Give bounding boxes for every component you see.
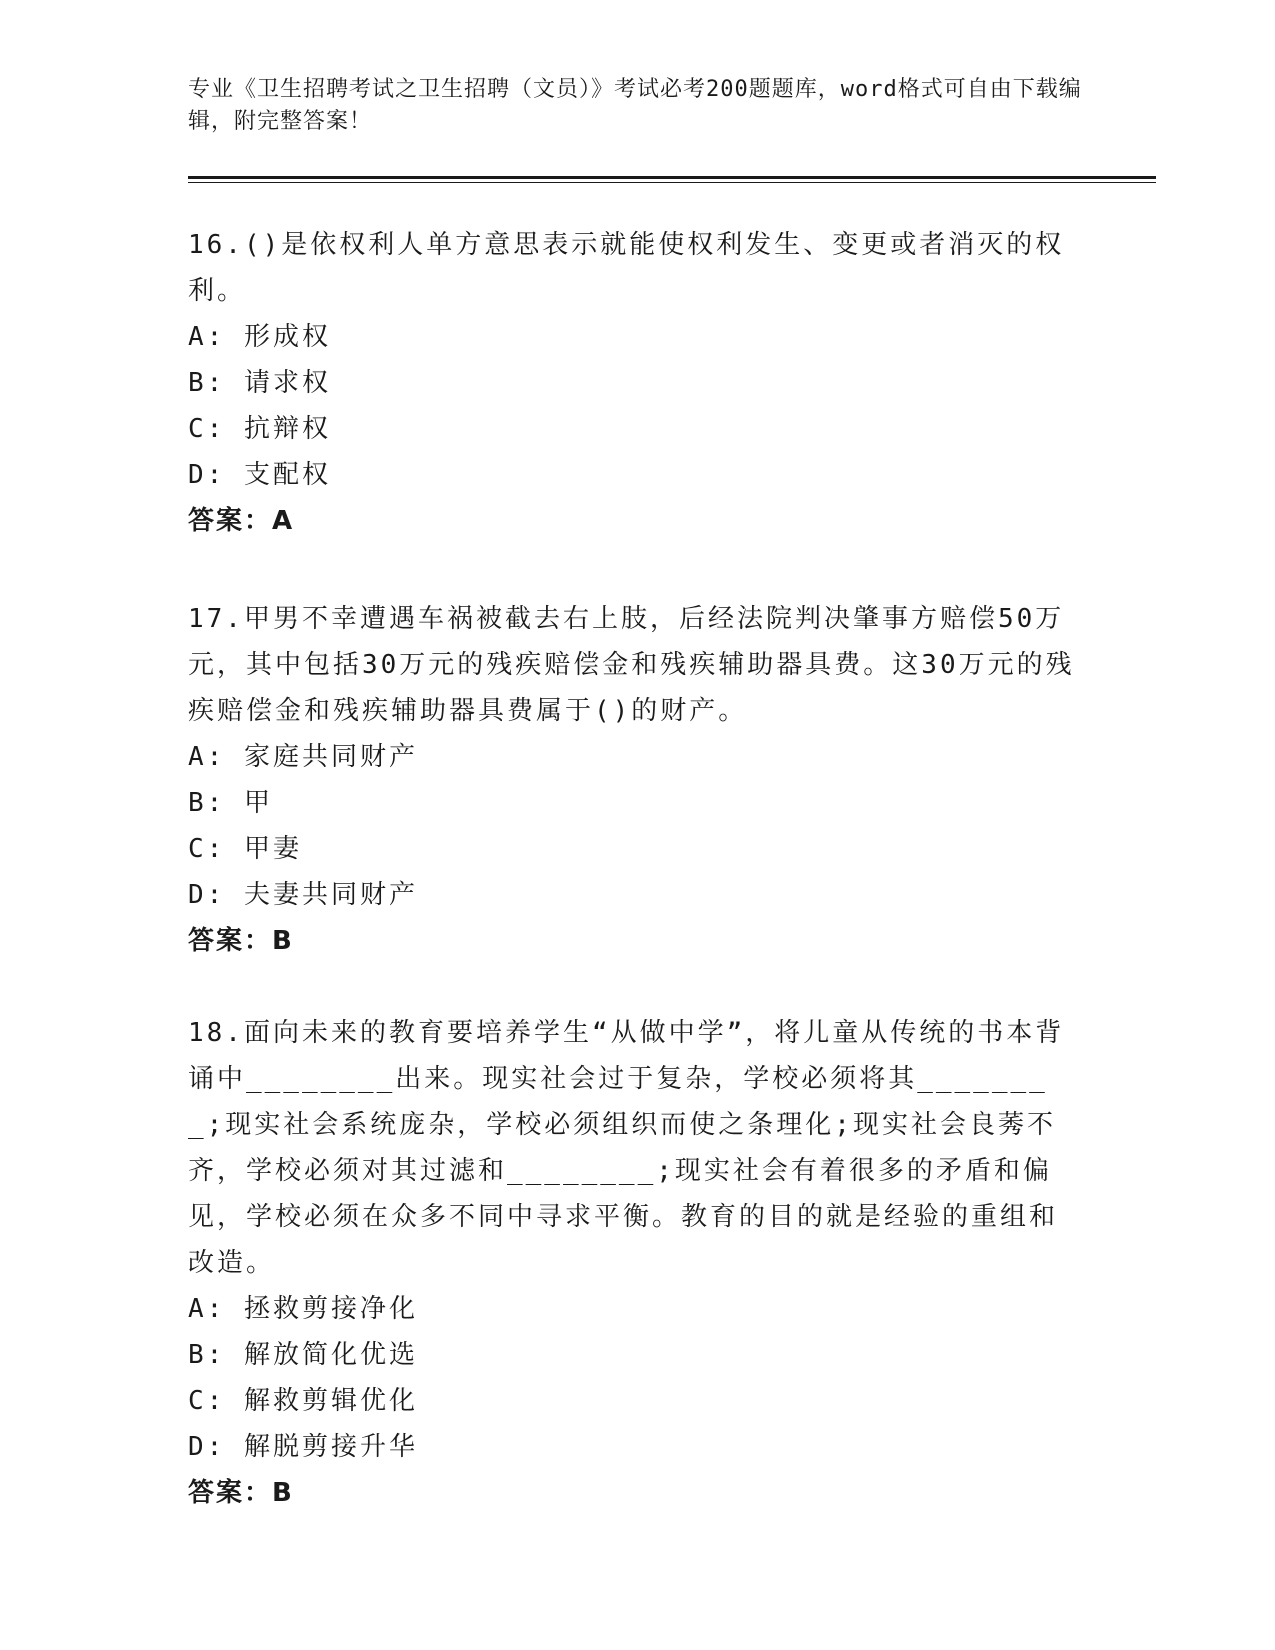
option-c: C: 甲妻 (188, 834, 302, 864)
question-stem: 16.()是依权利人单方意思表示就能使权利发生、变更或者消灭的权利。 (188, 230, 1065, 306)
option-d: D: 支配权 (188, 460, 331, 490)
option-d: D: 解脱剪接升华 (188, 1432, 418, 1462)
option-b: B: 请求权 (188, 368, 331, 398)
question-18 (188, 1010, 1078, 1516)
option-c: C: 抗辩权 (188, 414, 331, 444)
question-stem: 17.甲男不幸遭遇车祸被截去右上肢，后经法院判决肇事方赔偿50万元，其中包括30万元的残疾赔偿金和残疾辅助器具费。这30万元的残疾赔偿金和残疾辅助器具费属于()的财产。 (188, 604, 1075, 726)
answer-label: 答案：B (188, 926, 294, 956)
question-16 (188, 222, 1078, 544)
question-stem: 18.面向未来的教育要培养学生“从做中学”，将儿童从传统的书本背诵中________出来。现实社会过于复杂，学校必须将其________;现实社会系统庞杂，学校必须组织而使之条理化;现实社会良莠不齐，学校必须对其过滤和________;现实社会有着很多的矛盾和偏见，学校必须在众多不同中寻求平衡。教育的目的就是经验的重组和改造。 (188, 1018, 1065, 1278)
header-intro-text: 专业《卫生招聘考试之卫生招聘（文员）》考试必考200题题库，word格式可自由下载编辑，附完整答案！ (188, 77, 1082, 134)
option-b: B: 解放简化优选 (188, 1340, 418, 1370)
answer-label: 答案：B (188, 1478, 294, 1508)
option-a: A: 家庭共同财产 (188, 742, 418, 772)
header-divider-thin (188, 182, 1156, 183)
answer-label: 答案：A (188, 506, 295, 536)
option-b: B: 甲 (188, 788, 273, 818)
document-header (188, 74, 1088, 138)
option-d: D: 夫妻共同财产 (188, 880, 418, 910)
question-17 (188, 596, 1078, 964)
header-divider-thick (188, 176, 1156, 179)
option-a: A: 拯救剪接净化 (188, 1294, 418, 1324)
option-c: C: 解救剪辑优化 (188, 1386, 418, 1416)
option-a: A: 形成权 (188, 322, 331, 352)
